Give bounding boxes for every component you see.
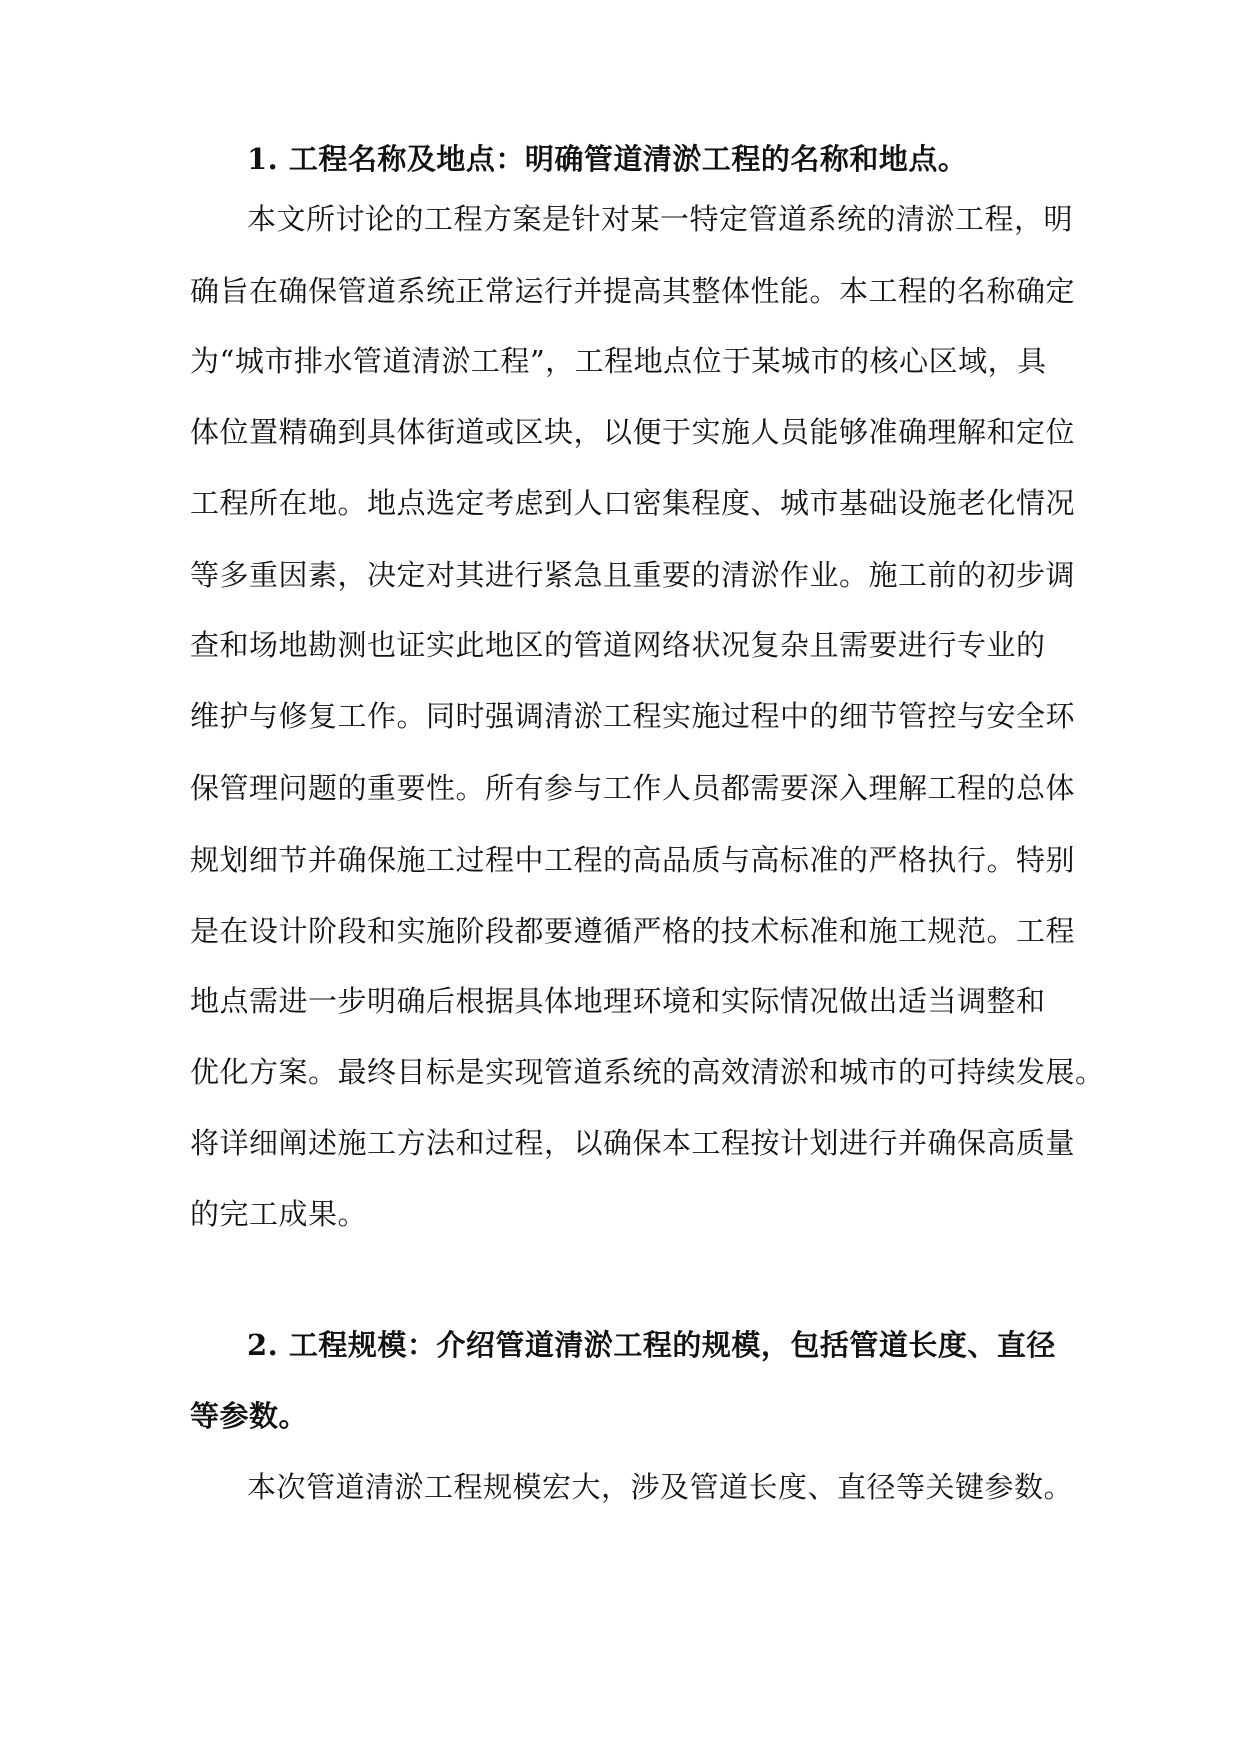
section-1-paragraph-line: 保管理问题的重要性。所有参与工作人员都需要深入理解工程的总体 bbox=[190, 771, 1076, 805]
section-1-paragraph-line: 将详细阐述施工方法和过程，以确保本工程按计划进行并确保高质量 bbox=[190, 1126, 1076, 1160]
section-1-paragraph-line: 为“城市排水管道清淤工程”，工程地点位于某城市的核心区域，具 bbox=[190, 344, 1047, 378]
section-1-paragraph-line: 地点需进一步明确后根据具体地理环境和实际情况做出适当调整和 bbox=[190, 984, 1046, 1018]
section-2-heading-continued: 等参数。 bbox=[190, 1399, 309, 1433]
section-1-paragraph-line: 等多重因素，决定对其进行紧急且重要的清淤作业。施工前的初步调 bbox=[190, 558, 1076, 592]
section-1-paragraph-line: 是在设计阶段和实施阶段都要遵循严格的技术标准和施工规范。工程 bbox=[190, 914, 1076, 948]
section-2-paragraph-line: 本次管道清淤工程规模宏大，涉及管道长度、直径等关键参数。 bbox=[247, 1470, 1074, 1504]
section-1-paragraph-line: 查和场地勘测也证实此地区的管道网络状况复杂且需要进行专业的 bbox=[190, 628, 1046, 662]
section-1-paragraph-line: 工程所在地。地点选定考虑到人口密集程度、城市基础设施老化情况 bbox=[190, 486, 1076, 520]
section-1-paragraph-line: 本文所讨论的工程方案是针对某一特定管道系统的清淤工程，明 bbox=[247, 202, 1074, 236]
section-1-paragraph-line: 优化方案。最终目标是实现管道系统的高效清淤和城市的可持续发展。 bbox=[190, 1055, 1105, 1089]
section-1-heading: 1. 工程名称及地点：明确管道清淤工程的名称和地点。 bbox=[247, 142, 968, 176]
section-1-paragraph-line: 确旨在确保管道系统正常运行并提高其整体性能。本工程的名称确定 bbox=[190, 274, 1076, 308]
section-1-paragraph-line: 的完工成果。 bbox=[190, 1197, 368, 1231]
section-2-heading: 2. 工程规模：介绍管道清淤工程的规模，包括管道长度、直径 bbox=[247, 1328, 1056, 1362]
section-1-paragraph-line: 体位置精确到具体街道或区块，以便于实施人员能够准确理解和定位 bbox=[190, 415, 1076, 449]
section-1-paragraph-line: 规划细节并确保施工过程中工程的高品质与高标准的严格执行。特别 bbox=[190, 843, 1076, 877]
section-1-paragraph-line: 维护与修复工作。同时强调清淤工程实施过程中的细节管控与安全环 bbox=[190, 699, 1076, 733]
